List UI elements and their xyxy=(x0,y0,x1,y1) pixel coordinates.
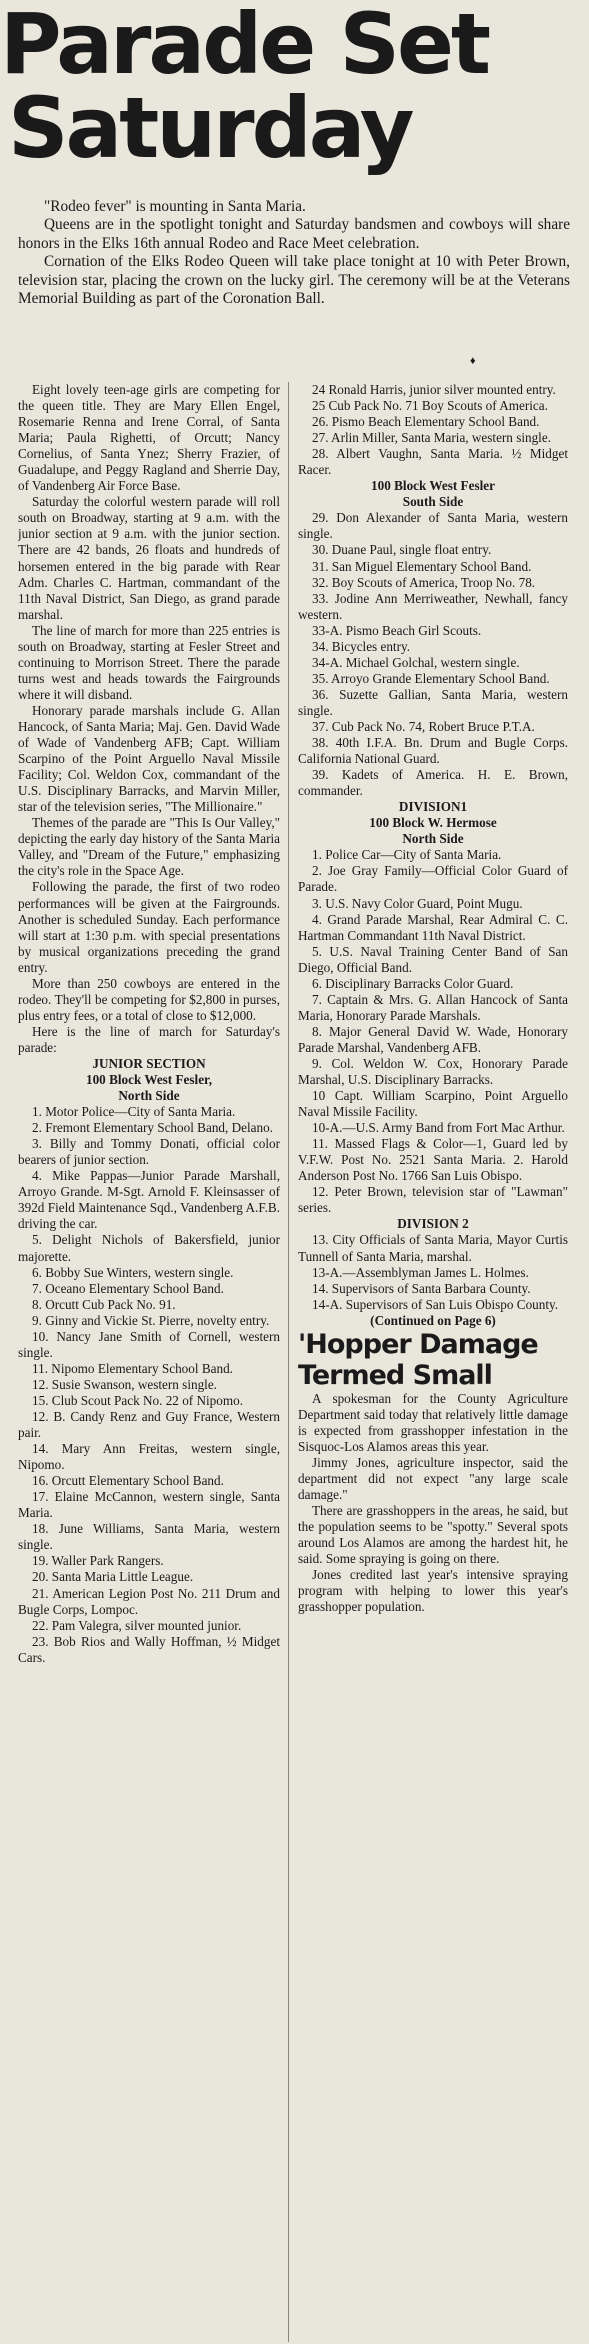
article-paragraph: 21. American Legion Post No. 211 Drum and Bugle Corps, Lompoc. xyxy=(18,1585,280,1617)
ornament-marker: ♦ xyxy=(470,355,476,367)
article-paragraph: 12. Susie Swanson, western single. xyxy=(32,1376,217,1392)
section-subhead: North Side xyxy=(118,1088,180,1104)
lead-paragraphs xyxy=(18,198,570,308)
section-subhead: JUNIOR SECTION xyxy=(92,1055,206,1071)
article-paragraph: 6. Bobby Sue Winters, western single. xyxy=(32,1264,234,1280)
column-divider xyxy=(288,382,289,2342)
article-paragraph: 13. City Officials of Santa Maria, Mayor Curtis Tunnell of Santa Maria, marshal. xyxy=(298,1232,568,1264)
article-paragraph: 19. Waller Park Rangers. xyxy=(32,1553,164,1569)
section-subhead: North Side xyxy=(402,831,464,847)
article-paragraph: Jones credited last year's intensive spraying program with helping to lower this year's grasshopper population. xyxy=(298,1567,568,1615)
article-paragraph: 8. Orcutt Cub Pack No. 91. xyxy=(32,1296,176,1312)
article-paragraph: Here is the line of march for Saturday's parade: xyxy=(18,1023,280,1055)
article-paragraph: 14-A. Supervisors of San Luis Obispo County. xyxy=(312,1296,559,1312)
article-paragraph: 25 Cub Pack No. 71 Boy Scouts of America. xyxy=(312,398,548,414)
article-paragraph: 14. Mary Ann Freitas, western single, Nipomo. xyxy=(18,1441,280,1473)
article-paragraph: 34-A. Michael Golchal, western single. xyxy=(312,654,520,670)
lead-paragraph: Cornation of the Elks Rodeo Queen will take place tonight at 10 with Peter Brown, television star, placing the crown on the lucky girl. The ceremony will be at the Veterans Memorial Building as part of the Coronation Ball. xyxy=(18,253,570,308)
article-paragraph: 14. Supervisors of Santa Barbara County. xyxy=(312,1280,531,1296)
headline-line-1: Parade Set xyxy=(0,0,489,93)
secondary-headline: 'Hopper Damage Termed Small xyxy=(298,1328,538,1391)
lead-paragraph: Queens are in the spotlight tonight and Saturday bandsmen and cowboys will share honors in the Elks 16th annual Rodeo and Race Meet celebration. xyxy=(18,216,570,252)
article-paragraph: 39. Kadets of America. H. E. Brown, commander. xyxy=(298,767,568,799)
article-paragraph: 38. 40th I.F.A. Bn. Drum and Bugle Corps. California National Guard. xyxy=(298,735,568,767)
section-subhead: DIVISION1 xyxy=(398,799,468,815)
article-paragraph: 17. Elaine McCannon, western single, Santa Maria. xyxy=(18,1489,280,1521)
article-paragraph: Eight lovely teen-age girls are competing for the queen title. They are Mary Ellen Engel, Rosemarie Renna and Irene Corral, of Santa Maria; Paula Righetti, of Orcutt; Nancy Cornelius, of Santa Ynez; Sherry Frazier, of Guadalupe, and Peggy Ragland and Sherrie Day, of Vandenberg Air Force Base. xyxy=(18,382,280,494)
article-paragraph: 8. Major General David W. Wade, Honorary Parade Marshal, Vandenberg AFB. xyxy=(298,1023,568,1055)
article-paragraph: 9. Ginny and Vickie St. Pierre, novelty entry. xyxy=(32,1312,270,1328)
article-paragraph: 33. Jodine Ann Merriweather, Newhall, fancy western. xyxy=(298,590,568,622)
article-paragraph: 28. Albert Vaughn, Santa Maria. ½ Midget Racer. xyxy=(298,446,568,478)
right-column xyxy=(298,382,568,2344)
article-paragraph: The line of march for more than 225 entries is south on Broadway, starting at Fesler Street and continuing to Morrison Street. There the parade turns west and heads towards the Fairgrounds where it will disband. xyxy=(18,622,280,702)
article-paragraph: 5. Delight Nichols of Bakersfield, junior majorette. xyxy=(18,1232,280,1264)
article-paragraph: 1. Motor Police—City of Santa Maria. xyxy=(32,1104,236,1120)
article-paragraph: 6. Disciplinary Barracks Color Guard. xyxy=(312,975,514,991)
article-paragraph: 11. Massed Flags & Color—1, Guard led by V.F.W. Post No. 2521 Santa Maria. 2. Harold Anderson Post No. 1766 San Luis Obispo. xyxy=(298,1136,568,1184)
article-paragraph: 10-A.—U.S. Army Band from Fort Mac Arthur. xyxy=(312,1120,565,1136)
article-paragraph: 37. Cub Pack No. 74, Robert Bruce P.T.A. xyxy=(312,718,535,734)
article-paragraph: 4. Mike Pappas—Junior Parade Marshall, Arroyo Grande. M-Sgt. Arnold F. Kleinsasser of 392d Field Maintenance Sqd., Vandenberg A.F.B. driving the car. xyxy=(18,1168,280,1232)
article-paragraph: 23. Bob Rios and Wally Hoffman, ½ Midget Cars. xyxy=(18,1633,280,1665)
article-paragraph: There are grasshoppers in the areas, he said, but the population seems to be "spotty." Several spots around Los Alamos are among the hardest hit, he said. Some spraying is going on there. xyxy=(298,1503,568,1567)
article-paragraph: 12. B. Candy Renz and Guy France, Western pair. xyxy=(18,1409,280,1441)
section-subhead: DIVISION 2 xyxy=(397,1216,469,1232)
article-paragraph: 9. Col. Weldon W. Cox, Honorary Parade Marshal, U.S. Disciplinary Barracks. xyxy=(298,1055,568,1088)
continued-notice: (Continued on Page 6) xyxy=(370,1312,496,1328)
article-paragraph: 2. Fremont Elementary School Band, Delano. xyxy=(32,1120,273,1136)
article-paragraph: 36. Suzette Gallian, Santa Maria, western single. xyxy=(298,686,568,718)
article-paragraph: 3. Billy and Tommy Donati, official color bearers of junior section. xyxy=(18,1136,280,1168)
article-paragraph: 35. Arroyo Grande Elementary School Band. xyxy=(312,670,550,686)
article-paragraph: Jimmy Jones, agriculture inspector, said the department did not expect "any large scale damage." xyxy=(298,1454,568,1503)
article-paragraph: 24 Ronald Harris, junior silver mounted entry. xyxy=(312,382,556,397)
article-paragraph: 15. Club Scout Pack No. 22 of Nipomo. xyxy=(32,1392,243,1408)
article-paragraph: 7. Captain & Mrs. G. Allan Hancock of Santa Maria, Honorary Parade Marshals. xyxy=(298,991,568,1023)
section-subhead: 100 Block West Fesler xyxy=(371,478,495,494)
lead-paragraph: "Rodeo fever" is mounting in Santa Maria. xyxy=(44,198,306,215)
article-paragraph: 33-A. Pismo Beach Girl Scouts. xyxy=(312,622,482,638)
article-paragraph: 18. June Williams, Santa Maria, western single. xyxy=(18,1521,280,1553)
article-paragraph: Following the parade, the first of two rodeo performances will be given at the Fairgrounds. Another is scheduled Sunday. Each performance will start at 1:30 p.m. with special presentations by musical organizations preceding the grand entry. xyxy=(18,879,280,975)
article-paragraph: 34. Bicycles entry. xyxy=(312,638,411,654)
section-subhead: 100 Block West Fesler, xyxy=(85,1072,212,1088)
article-paragraph: 32. Boy Scouts of America, Troop No. 78. xyxy=(312,574,536,590)
section-subhead: South Side xyxy=(402,494,464,510)
article-paragraph: 22. Pam Valegra, silver mounted junior. xyxy=(32,1617,242,1633)
article-paragraph: More than 250 cowboys are entered in the rodeo. They'll be competing for $2,800 in purses, plus entry fees, or a total of close to $12,000. xyxy=(18,975,280,1023)
article-paragraph: 10 Capt. William Scarpino, Point Arguello Naval Missile Facility. xyxy=(298,1088,568,1120)
article-paragraph: 16. Orcutt Elementary School Band. xyxy=(32,1473,224,1489)
section-subhead: 100 Block W. Hermose xyxy=(369,815,497,831)
article-paragraph: 2. Joe Gray Family—Official Color Guard of Parade. xyxy=(298,863,568,895)
headline xyxy=(0,0,589,177)
article-paragraph: 1. Police Car—City of Santa Maria. xyxy=(312,847,502,863)
article-paragraph: 4. Grand Parade Marshal, Rear Admiral C. C. Hartman Commandant 11th Naval District. xyxy=(298,911,568,943)
article-paragraph: 27. Arlin Miller, Santa Maria, western single. xyxy=(312,430,551,446)
article-paragraph: A spokesman for the County Agriculture Department said today that relatively little damage is expected from grasshopper infestation in the Sisquoc-Los Alamos areas this year. xyxy=(298,1390,568,1454)
article-paragraph: 7. Oceano Elementary School Band. xyxy=(32,1280,224,1296)
article-paragraph: Saturday the colorful western parade will roll south on Broadway, starting at 9 a.m. with the junior section at 9 a.m. with the junior section. There are 42 bands, 26 floats and hundreds of horsemen entered in the big parade with Rear Adm. Charles C. Hartman, commandant of the 11th Naval District, San Diego, as grand parade marshal. xyxy=(18,494,280,622)
left-column xyxy=(18,382,280,2344)
article-paragraph: 5. U.S. Naval Training Center Band of San Diego, Official Band. xyxy=(298,943,568,975)
headline-line-2: Saturday xyxy=(8,79,412,177)
article-paragraph: 11. Nipomo Elementary School Band. xyxy=(32,1360,233,1376)
article-paragraph: 3. U.S. Navy Color Guard, Point Mugu. xyxy=(312,895,523,911)
article-paragraph: 30. Duane Paul, single float entry. xyxy=(312,542,492,558)
article-paragraph: 10. Nancy Jane Smith of Cornell, western single. xyxy=(18,1328,280,1360)
article-paragraph: 29. Don Alexander of Santa Maria, western single. xyxy=(298,510,568,542)
article-paragraph: Themes of the parade are "This Is Our Valley," depicting the early day history of the Santa Maria Valley, and "Dream of the Future," emphasizing the city's role in the Space Age. xyxy=(18,815,280,879)
article-paragraph: 20. Santa Maria Little League. xyxy=(32,1569,194,1585)
article-paragraph: 31. San Miguel Elementary School Band. xyxy=(312,558,532,574)
article-paragraph: 13-A.—Assemblyman James L. Holmes. xyxy=(312,1264,529,1280)
article-paragraph: Honorary parade marshals include G. Allan Hancock, of Santa Maria; Maj. Gen. David Wade of Wade of Vandenberg AFB; Capt. William Scarpino of the Point Arguello Naval Missile Facility; Col. Weldon Cox, commandant of the U.S. Disciplinary Barracks, and Marvin Miller, star of the television series, "The Millionaire." xyxy=(18,702,280,815)
article-paragraph: 12. Peter Brown, television star of "Lawman" series. xyxy=(298,1184,568,1216)
article-paragraph: 26. Pismo Beach Elementary School Band. xyxy=(312,414,540,430)
